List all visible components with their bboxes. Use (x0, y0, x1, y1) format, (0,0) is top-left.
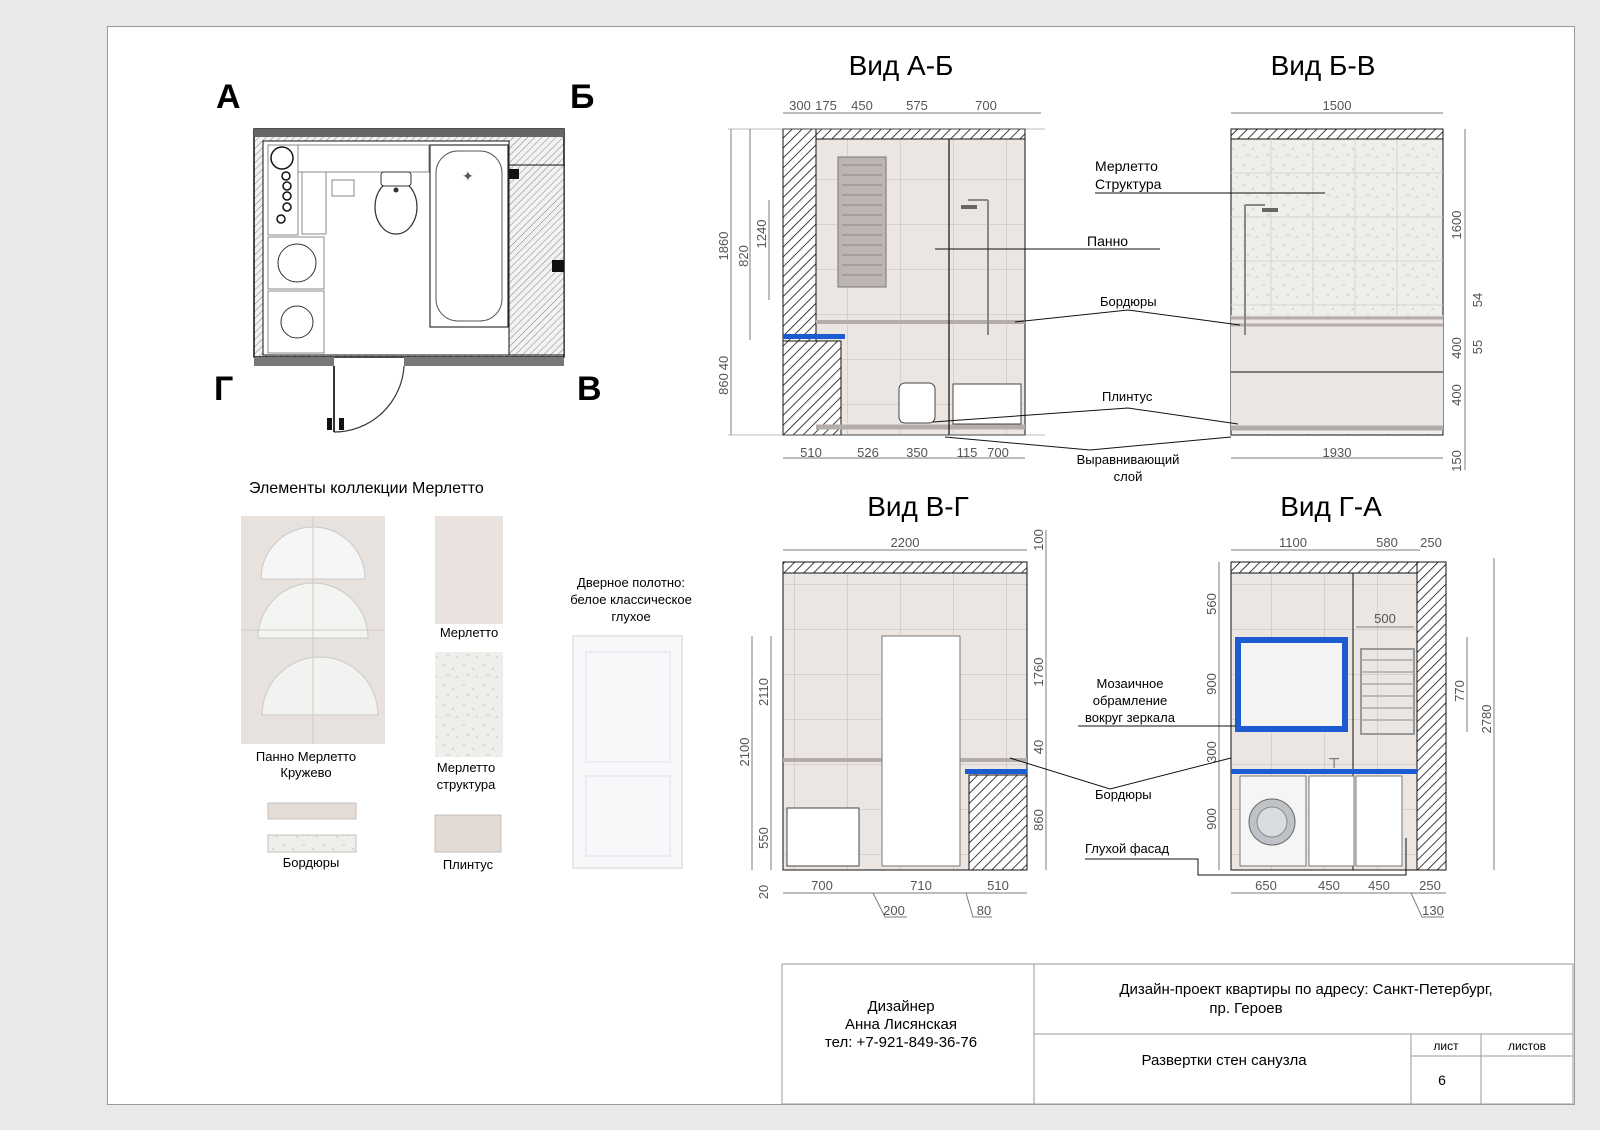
dim-ab-left-3: 820 (736, 245, 751, 267)
dim-vg-left-1: 2110 (756, 678, 771, 706)
view-ab-radiator (838, 157, 886, 287)
callout-merletto-2: Структура (1095, 176, 1162, 192)
dim-vg-right-2: 1760 (1031, 657, 1046, 687)
plinth-swatch (435, 815, 501, 852)
dim-ga-right-1: 770 (1452, 680, 1467, 702)
dim-ga-left-4: 900 (1204, 808, 1219, 830)
plan-fixture (332, 180, 354, 196)
plan-toilet-flush (394, 188, 399, 193)
border-label: Бордюры (282, 855, 340, 870)
door-label-2: белое классическое (570, 592, 692, 607)
dim-ab-bottom-2: 526 (857, 445, 879, 460)
view-vg-ceiling (783, 562, 1027, 573)
dim-ga-top-4: 500 (1374, 611, 1396, 626)
view-ga-wall-section (1417, 562, 1446, 870)
dim-ab-bottom-3: 350 (906, 445, 928, 460)
structure-label-1: Мерлетто (436, 760, 496, 775)
view-ga-cabinet-2 (1356, 776, 1402, 866)
view-ab-title: Вид А-Б (848, 50, 954, 81)
view-ab-box (783, 341, 841, 435)
dim-vg-left-2: 2100 (737, 737, 752, 767)
dim-ab-left-5: 40 (716, 355, 731, 371)
project-title-2: пр. Героев (1209, 1000, 1283, 1017)
designer-role: Дизайнер (867, 998, 935, 1015)
callout-leveling-2: слой (1113, 469, 1143, 484)
merletto-label: Мерлетто (439, 625, 499, 640)
dim-ga-top-2: 580 (1376, 535, 1398, 550)
callout-mosaic-2: обрамление (1092, 693, 1168, 708)
plan-drain-icon: ✦ (462, 168, 474, 184)
plan-dot (282, 172, 290, 180)
view-ab-toilet (899, 383, 935, 423)
border-swatch-2 (268, 835, 356, 852)
plan-door-stop (327, 418, 332, 430)
dim-vg-bottom-5: 80 (976, 903, 992, 918)
view-a-b (716, 50, 1045, 460)
dim-ab-left-4: 860 (716, 373, 731, 395)
dim-ab-top-1: 300 (789, 98, 811, 113)
leader-borders-2 (1010, 758, 1231, 789)
view-vg-title: Вид В-Г (867, 491, 969, 522)
plan-sink-icon (278, 244, 316, 282)
dim-ab-bottom-5: 700 (987, 445, 1009, 460)
view-ga-ceiling (1231, 562, 1446, 573)
callout-mosaic-3: вокруг зеркала (1085, 710, 1175, 725)
plan-top-wall (254, 129, 564, 137)
dim-ga-left-3: 300 (1204, 741, 1219, 763)
dim-ga-bottom-2: 450 (1318, 878, 1340, 893)
dim-ga-bottom-5: 130 (1422, 903, 1444, 918)
door-image (573, 636, 682, 868)
view-g-a (1204, 491, 1494, 918)
dim-ab-top-3: 450 (851, 98, 873, 113)
designer-name: Анна Лисянская (844, 1016, 958, 1033)
faucet-icon: ⊤ (1328, 755, 1341, 771)
dim-bv-right-6: 150 (1449, 450, 1464, 472)
view-vg-door (882, 636, 960, 866)
plan-washer-icon (281, 306, 313, 338)
plan-door-stop (339, 418, 344, 430)
dim-vg-left-4: 20 (756, 884, 771, 900)
plan-back-cabinet (298, 145, 429, 172)
dim-ga-right-2: 2780 (1479, 704, 1494, 734)
sheet-title: Развертки стен санузла (1141, 1052, 1307, 1069)
dim-ab-top-5: 700 (975, 98, 997, 113)
panno-label-1: Панно Мерлетто (255, 749, 357, 764)
plan-pipe-1 (509, 169, 519, 179)
dim-vg-left-3: 550 (756, 827, 771, 849)
dim-bv-right-1: 1600 (1449, 210, 1464, 240)
dim-bv-right-5: 400 (1449, 384, 1464, 406)
plan-pipe-2 (552, 260, 564, 272)
dim-bv-right-4: 400 (1449, 337, 1464, 359)
door-label-3: глухое (611, 609, 651, 624)
dim-ga-top-3: 250 (1420, 535, 1442, 550)
view-ga-cabinet-1 (1309, 776, 1354, 866)
dim-ab-top-2: 175 (815, 98, 837, 113)
callout-merletto-1: Мерлетто (1095, 158, 1158, 174)
project-title-1: Дизайн-проект квартиры по адресу: Санкт-Петербург, (1119, 981, 1493, 998)
designer-phone: тел: +7-921-849-36-76 (824, 1034, 978, 1051)
dim-bv-right-2: 54 (1470, 292, 1485, 308)
sheet-number: 6 (1438, 1072, 1446, 1088)
plan-bottom-wall-right (404, 357, 564, 366)
dim-bv-right-3: 55 (1470, 339, 1485, 355)
view-b-v (1231, 50, 1485, 472)
plan-dot (283, 203, 291, 211)
plan-dot (283, 182, 291, 190)
view-bv-title: Вид Б-В (1270, 50, 1376, 81)
plan-dot (277, 215, 285, 223)
dim-vg-bottom-2: 710 (910, 878, 932, 893)
view-vg-box (969, 775, 1027, 870)
callout-borders-1: Бордюры (1100, 294, 1157, 309)
merletto-swatch (435, 516, 503, 624)
dim-vg-bottom-4: 200 (883, 903, 905, 918)
dim-vg-right-4: 860 (1031, 809, 1046, 831)
callout-plinth: Плинтус (1102, 389, 1153, 404)
dim-ab-left-2: 1240 (754, 219, 769, 249)
sheets-label: листов (1507, 1039, 1547, 1053)
plan-round-item (271, 147, 293, 169)
dim-ga-top-1: 1100 (1279, 535, 1307, 550)
plan-door-swing (334, 366, 404, 432)
view-v-g (737, 491, 1046, 918)
view-vg-shelf (965, 769, 1027, 774)
view-ga-mirror (1241, 643, 1342, 726)
plinth-label: Плинтус (442, 857, 494, 872)
view-bv-ceiling (1231, 129, 1443, 139)
callout-blind-facade: Глухой фасад (1085, 841, 1170, 856)
leader-borders (1015, 310, 1240, 325)
collection-title: Элементы коллекции Мерлетто (249, 480, 484, 497)
dim-ga-left-1: 560 (1204, 593, 1219, 615)
plan-corner-g: Г (214, 370, 234, 408)
dim-vg-top: 2200 (890, 535, 920, 550)
structure-swatch (435, 652, 503, 757)
view-bv-shower-head (1262, 208, 1278, 212)
dim-vg-bottom-1: 700 (811, 878, 833, 893)
dim-ab-bottom-1: 510 (800, 445, 822, 460)
dim-bv-top: 1500 (1322, 98, 1352, 113)
structure-label-2: структура (436, 777, 496, 792)
view-ga-countertop (1231, 769, 1417, 774)
plan-column (302, 172, 326, 234)
view-ab-shelf (783, 334, 845, 339)
washer-glass (1257, 807, 1287, 837)
plan-corner-v: В (577, 370, 602, 408)
plan-toilet-tank (381, 172, 411, 186)
plan-corner-a: А (216, 78, 241, 116)
floor-plan (214, 78, 602, 432)
callout-mosaic-1: Мозаичное (1096, 676, 1164, 691)
dim-ga-bottom-3: 450 (1368, 878, 1390, 893)
view-vg-bathtub (787, 808, 859, 866)
dim-vg-bottom-3: 510 (987, 878, 1009, 893)
view-ab-shower-head (961, 205, 977, 209)
view-ga-title: Вид Г-А (1280, 491, 1382, 522)
dim-bv-bottom: 1930 (1322, 445, 1352, 460)
dim-vg-right-3: 40 (1031, 739, 1046, 755)
plan-dot (283, 192, 291, 200)
view-ab-ceiling (783, 129, 1025, 139)
dim-vg-right-1: 100 (1031, 529, 1046, 551)
callout-borders-2: Бордюры (1095, 787, 1152, 802)
plan-corner-b: Б (570, 78, 595, 116)
plan-bottom-wall-left (254, 357, 334, 366)
collection-elements (241, 480, 692, 872)
dim-ab-top-4: 575 (906, 98, 928, 113)
sheet-label: лист (1433, 1039, 1459, 1053)
dim-ga-bottom-1: 650 (1255, 878, 1277, 893)
dim-ab-left-1: 1860 (716, 231, 731, 261)
title-block (782, 964, 1573, 1104)
border-swatch-1 (268, 803, 356, 819)
dim-ab-bottom-4: 115 (956, 445, 978, 460)
callout-leveling-1: Выравнивающий (1076, 452, 1180, 467)
callout-panno: Панно (1087, 233, 1129, 249)
dim-ga-left-2: 900 (1204, 673, 1219, 695)
view-bv-lower-tile (1231, 315, 1443, 427)
panno-label-2: Кружево (280, 765, 332, 780)
door-label-1: Дверное полотно: (577, 575, 685, 590)
dim-ga-bottom-4: 250 (1419, 878, 1441, 893)
